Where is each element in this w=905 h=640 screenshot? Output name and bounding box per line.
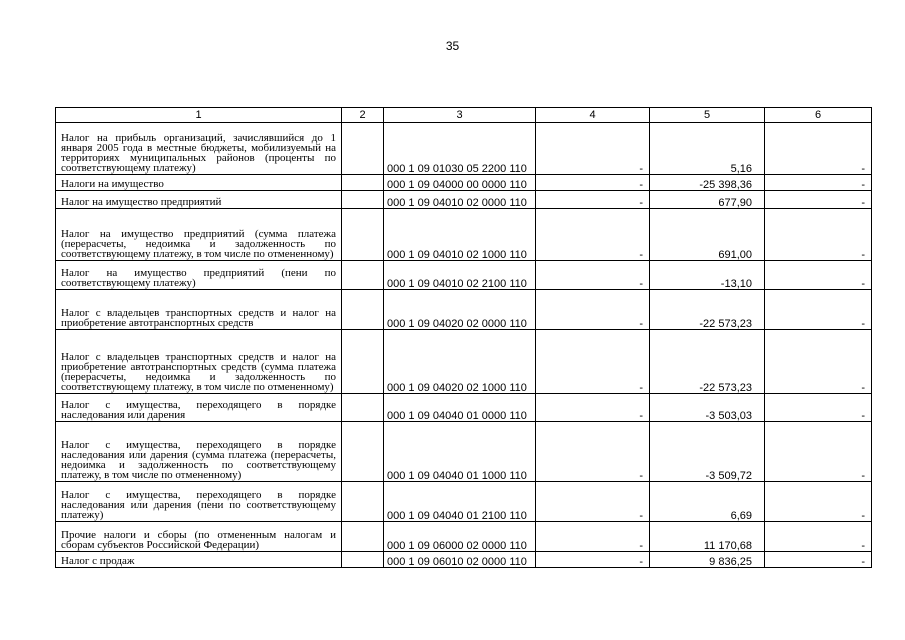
row-col2: [342, 330, 384, 394]
table-row: [56, 482, 872, 522]
row-col6: -: [765, 422, 872, 482]
row-col2: [342, 261, 384, 290]
table-row: [56, 552, 872, 568]
row-col2: [342, 394, 384, 422]
column-header: 3: [384, 108, 536, 123]
row-col6: -: [765, 191, 872, 209]
row-col2: [342, 209, 384, 261]
row-amount: 677,90: [650, 191, 765, 209]
row-name: Прочие налоги и сборы (по отмененным налогам и сборам субъектов Российской Федерации): [56, 522, 342, 552]
row-col2: [342, 552, 384, 568]
row-col4: -: [536, 522, 650, 552]
row-code: 000 1 09 06010 02 0000 110: [384, 552, 536, 568]
row-col4: -: [536, 261, 650, 290]
row-code: 000 1 09 06000 02 0000 110: [384, 522, 536, 552]
row-amount: 6,69: [650, 482, 765, 522]
table-header-row: [56, 108, 872, 123]
row-amount: -3 503,03: [650, 394, 765, 422]
row-code: 000 1 09 04010 02 2100 110: [384, 261, 536, 290]
row-code: 000 1 09 04040 01 1000 110: [384, 422, 536, 482]
row-col2: [342, 422, 384, 482]
row-col6: -: [765, 482, 872, 522]
row-col4: -: [536, 482, 650, 522]
row-name: Налог на имущество предприятий: [56, 191, 342, 209]
row-col4: -: [536, 290, 650, 330]
table-row: [56, 209, 872, 261]
row-col6: -: [765, 522, 872, 552]
row-col4: -: [536, 552, 650, 568]
row-amount: -22 573,23: [650, 290, 765, 330]
row-amount: -22 573,23: [650, 330, 765, 394]
table-row: [56, 175, 872, 191]
row-code: 000 1 09 04020 02 1000 110: [384, 330, 536, 394]
table-row: [56, 261, 872, 290]
row-code: 000 1 09 04040 01 2100 110: [384, 482, 536, 522]
row-amount: 5,16: [650, 123, 765, 175]
column-header: 6: [765, 108, 872, 123]
row-code: 000 1 09 04040 01 0000 110: [384, 394, 536, 422]
row-col2: [342, 290, 384, 330]
table-row: [56, 394, 872, 422]
row-amount: 9 836,25: [650, 552, 765, 568]
row-amount: -13,10: [650, 261, 765, 290]
row-code: 000 1 09 01030 05 2200 110: [384, 123, 536, 175]
row-name: Налог на прибыль организаций, зачислявшийся до 1 января 2005 года в местные бюджеты, мобилизуемый на территориях муниципальных районов (проценты по соответствующему платежу): [56, 123, 342, 175]
column-header: 2: [342, 108, 384, 123]
row-code: 000 1 09 04010 02 1000 110: [384, 209, 536, 261]
row-col4: -: [536, 191, 650, 209]
row-name: Налог с продаж: [56, 552, 342, 568]
row-col2: [342, 123, 384, 175]
page-number: 35: [445, 39, 460, 53]
row-col6: -: [765, 394, 872, 422]
table-row: [56, 330, 872, 394]
column-header: 5: [650, 108, 765, 123]
row-amount: 11 170,68: [650, 522, 765, 552]
row-col2: [342, 175, 384, 191]
budget-table: [55, 107, 872, 568]
row-col6: -: [765, 330, 872, 394]
row-amount: -3 509,72: [650, 422, 765, 482]
row-name: Налог на имущество предприятий (сумма платежа (перерасчеты, недоимка и задолженность по соответствующему платежу, в том числе по отмененному): [56, 209, 342, 261]
row-col4: -: [536, 209, 650, 261]
table-row: [56, 522, 872, 552]
row-col6: -: [765, 175, 872, 191]
table-row: [56, 191, 872, 209]
row-name: Налог на имущество предприятий (пени по соответствующему платежу): [56, 261, 342, 290]
row-name: Налог с владельцев транспортных средств и налог на приобретение автотранспортных средств: [56, 290, 342, 330]
row-name: Налоги на имущество: [56, 175, 342, 191]
row-code: 000 1 09 04020 02 0000 110: [384, 290, 536, 330]
row-col6: -: [765, 261, 872, 290]
row-col4: -: [536, 422, 650, 482]
row-col6: -: [765, 552, 872, 568]
row-col2: [342, 191, 384, 209]
table-row: [56, 422, 872, 482]
row-amount: -25 398,36: [650, 175, 765, 191]
row-col6: -: [765, 123, 872, 175]
row-col4: -: [536, 123, 650, 175]
table-row: [56, 290, 872, 330]
column-header: 1: [56, 108, 342, 123]
row-name: Налог с владельцев транспортных средств и налог на приобретение автотранспортных средств (сумма платежа (перерасчеты, недоимка и задолженность по соответствующему платежу, в том числе по отмененному): [56, 330, 342, 394]
row-amount: 691,00: [650, 209, 765, 261]
row-col6: -: [765, 209, 872, 261]
row-code: 000 1 09 04000 00 0000 110: [384, 175, 536, 191]
row-col4: -: [536, 175, 650, 191]
row-col6: -: [765, 290, 872, 330]
row-code: 000 1 09 04010 02 0000 110: [384, 191, 536, 209]
row-col4: -: [536, 394, 650, 422]
row-name: Налог с имущества, переходящего в порядке наследования или дарения (пени по соответствующему платежу): [56, 482, 342, 522]
row-col2: [342, 482, 384, 522]
row-name: Налог с имущества, переходящего в порядке наследования или дарения (сумма платежа (перерасчеты, недоимка и задолженность по соответствующему платежу, в том числе по отмененному): [56, 422, 342, 482]
row-col2: [342, 522, 384, 552]
table-row: [56, 123, 872, 175]
row-name: Налог с имущества, переходящего в порядке наследования или дарения: [56, 394, 342, 422]
row-col4: -: [536, 330, 650, 394]
column-header: 4: [536, 108, 650, 123]
